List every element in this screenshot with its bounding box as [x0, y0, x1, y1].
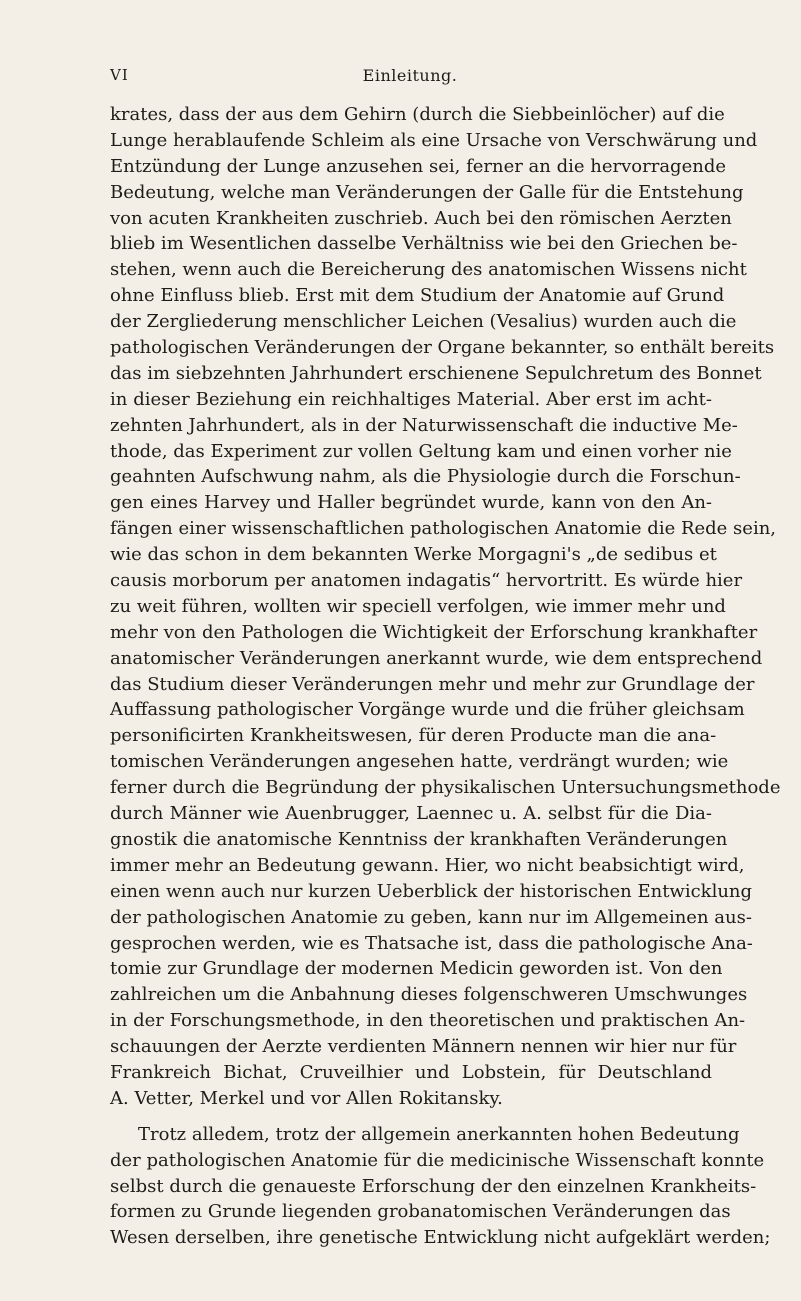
text-line: einen wenn auch nur kurzen Ueberblick der historischen Entwicklung	[110, 880, 753, 902]
text-line: tomie zur Grundlage der modernen Medicin geworden ist. Von den	[110, 958, 723, 980]
body-text	[110, 102, 781, 1251]
text-line: tomischen Veränderungen angesehen hatte, verdrängt wurden; wie	[110, 751, 729, 773]
text-line: thode, das Experiment zur vollen Geltung kam und einen vorher nie	[110, 440, 732, 462]
text-line: Trotz alledem, trotz der allgemein anerkannten hohen Bedeutung	[138, 1123, 740, 1145]
text-line: der Zergliederung menschlicher Leichen (Vesalius) wurden auch die	[110, 311, 737, 333]
text-line: immer mehr an Bedeutung gewann. Hier, wo nicht beabsichtigt wird,	[110, 854, 745, 876]
text-line: der pathologischen Anatomie zu geben, kann nur im Allgemeinen aus-	[110, 906, 752, 928]
text-line: causis morborum per anatomen indagatis“ hervortritt. Es würde hier	[110, 570, 743, 592]
text-line: gnostik die anatomische Kenntniss der krankhaften Veränderungen	[110, 828, 728, 850]
text-line: geahnten Aufschwung nahm, als die Physiologie durch die Forschun-	[110, 466, 741, 488]
text-line: blieb im Wesentlichen dasselbe Verhältniss wie bei den Griechen be-	[110, 233, 738, 255]
text-line: Entzündung der Lunge anzusehen sei, ferner an die hervorragende	[110, 155, 726, 177]
paragraph-gap	[110, 1112, 712, 1122]
text-line: pathologischen Veränderungen der Organe bekannter, so enthält bereits	[110, 337, 775, 359]
text-line: A. Vetter, Merkel und vor Allen Rokitansky.	[110, 1087, 503, 1109]
text-line: das Studium dieser Veränderungen mehr und mehr zur Grundlage der	[110, 673, 755, 695]
text-line: durch Männer wie Auenbrugger, Laennec u. A. selbst für die Dia-	[110, 803, 712, 825]
text-line: Bedeutung, welche man Veränderungen der Galle für die Entstehung	[110, 181, 744, 203]
text-line: der pathologischen Anatomie für die medicinische Wissenschaft konnte	[110, 1149, 765, 1171]
text-line: ferner durch die Begründung der physikalischen Untersuchungsmethode	[110, 777, 781, 799]
text-line: formen zu Grunde liegenden grobanatomischen Veränderungen das	[110, 1201, 731, 1223]
text-line: zehnten Jahrhundert, als in der Naturwissenschaft die inductive Me-	[110, 414, 738, 436]
text-line: fängen einer wissenschaftlichen pathologischen Anatomie die Rede sein,	[110, 518, 777, 540]
text-line: selbst durch die genaueste Erforschung der den einzelnen Krankheits-	[110, 1175, 757, 1197]
text-line: Lunge herablaufende Schleim als eine Ursache von Verschwärung und	[110, 129, 758, 151]
text-line: ohne Einfluss blieb. Erst mit dem Studium der Anatomie auf Grund	[110, 285, 725, 307]
text-line: gen eines Harvey und Haller begründet wurde, kann von den An-	[110, 492, 712, 514]
paragraph-1	[110, 102, 781, 1112]
page-header	[110, 66, 710, 90]
page-number: VI	[110, 66, 129, 84]
text-line: das im siebzehnten Jahrhundert erschienene Sepulchretum des Bonnet	[110, 362, 762, 384]
text-line: personificirten Krankheitswesen, für deren Producte man die ana-	[110, 725, 717, 747]
text-line: Wesen derselben, ihre genetische Entwicklung nicht aufgeklärt werden;	[110, 1227, 771, 1249]
text-line: von acuten Krankheiten zuschrieb. Auch bei den römischen Aerzten	[110, 207, 732, 229]
text-line: krates, dass der aus dem Gehirn (durch die Siebbeinlöcher) auf die	[110, 104, 725, 125]
text-line: stehen, wenn auch die Bereicherung des anatomischen Wissens nicht	[110, 259, 747, 281]
text-line: mehr von den Pathologen die Wichtigkeit der Erforschung krankhafter	[110, 621, 758, 643]
text-line: zahlreichen um die Anbahnung dieses folgenschweren Umschwunges	[110, 984, 748, 1006]
text-line: schauungen der Aerzte verdienten Männern nennen wir hier nur für	[110, 1036, 737, 1058]
text-line: gesprochen werden, wie es Thatsache ist, dass die pathologische Ana-	[110, 932, 753, 954]
text-line: wie das schon in dem bekannten Werke Morgagni's „de sedibus et	[110, 544, 717, 566]
text-line: Auffassung pathologischer Vorgänge wurde und die früher gleichsam	[110, 699, 745, 721]
running-title: Einleitung.	[362, 66, 458, 85]
text-line: zu weit führen, wollten wir speciell verfolgen, wie immer mehr und	[110, 595, 726, 617]
paragraph-2	[110, 1122, 771, 1251]
text-line: in der Forschungsmethode, in den theoretischen und praktischen An-	[110, 1010, 746, 1032]
text-line: in dieser Beziehung ein reichhaltiges Material. Aber erst im acht-	[110, 388, 712, 410]
text-line: anatomischer Veränderungen anerkannt wurde, wie dem entsprechend	[110, 647, 763, 669]
text-line: Frankreich Bichat, Cruveilhier und Lobstein, für Deutschland	[110, 1061, 712, 1083]
